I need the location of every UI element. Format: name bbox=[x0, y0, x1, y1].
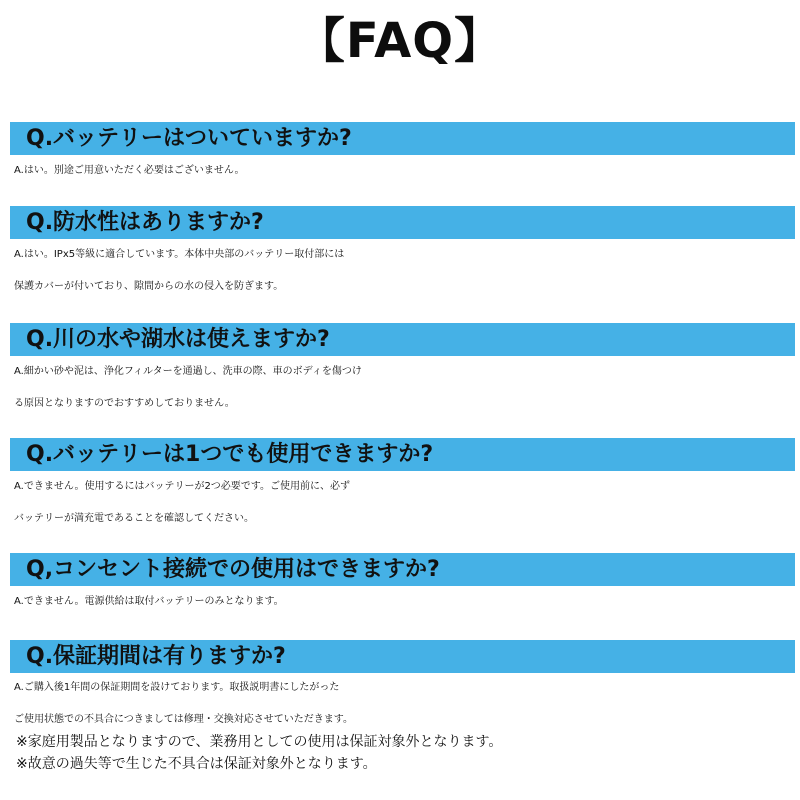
faq-answer-line: 保護カバーが付いており、隙間からの水の侵入を防ぎます。 bbox=[14, 281, 284, 292]
faq-answer-line: A.できません。使用するにはバッテリーが2つ必要です。ご使用前に、必ず bbox=[14, 481, 351, 492]
faq-answer-line: A.はい。IPx5等級に適合しています。本体中央部のバッテリー取付部には bbox=[14, 249, 345, 260]
faq-question: Q,コンセント接続での使用はできますか? bbox=[26, 557, 440, 582]
faq-question-bar bbox=[10, 323, 795, 356]
faq-answer bbox=[14, 586, 794, 618]
footnote: ※家庭用製品となりますので、業務用としての使用は保証対象外となります。 bbox=[16, 734, 503, 750]
faq-answer bbox=[14, 672, 794, 736]
faq-answer bbox=[14, 155, 794, 187]
faq-question-bar bbox=[10, 640, 795, 673]
faq-question: Q.バッテリーはついていますか? bbox=[26, 126, 352, 151]
faq-answer-line: バッテリーが満充電であることを確認してください。 bbox=[14, 513, 254, 524]
faq-question-bar bbox=[10, 553, 795, 586]
footnote: ※故意の過失等で生じた不具合は保証対象外となります。 bbox=[16, 756, 377, 772]
faq-question: Q.防水性はありますか? bbox=[26, 210, 264, 235]
faq-answer-line: る原因となりますのでおすすめしておりません。 bbox=[14, 398, 235, 409]
faq-answer bbox=[14, 471, 794, 535]
page-title: 【FAQ】 bbox=[296, 13, 504, 69]
faq-answer-line: ご使用状態での不具合につきましては修理・交換対応させていただきます。 bbox=[14, 714, 353, 725]
faq-question-bar bbox=[10, 438, 795, 471]
faq-question: Q.バッテリーは1つでも使用できますか? bbox=[26, 442, 434, 467]
faq-answer bbox=[14, 356, 794, 420]
faq-answer-line: A.できません。電源供給は取付バッテリーのみとなります。 bbox=[14, 596, 284, 607]
faq-question-bar bbox=[10, 122, 795, 155]
faq-question: Q.保証期間は有りますか? bbox=[26, 644, 286, 669]
faq-answer-line: A.はい。別途ご用意いただく必要はございません。 bbox=[14, 165, 245, 176]
faq-question-bar bbox=[10, 206, 795, 239]
footnotes bbox=[16, 731, 502, 775]
faq-answer bbox=[14, 239, 794, 303]
faq-answer-line: A.細かい砂や泥は、浄化フィルターを通過し、洗車の際、車のボディを傷つけ bbox=[14, 366, 362, 377]
faq-question: Q.川の水や湖水は使えますか? bbox=[26, 327, 330, 352]
faq-answer-line: A.ご購入後1年間の保証期間を設けております。取扱説明書にしたがった bbox=[14, 682, 340, 693]
